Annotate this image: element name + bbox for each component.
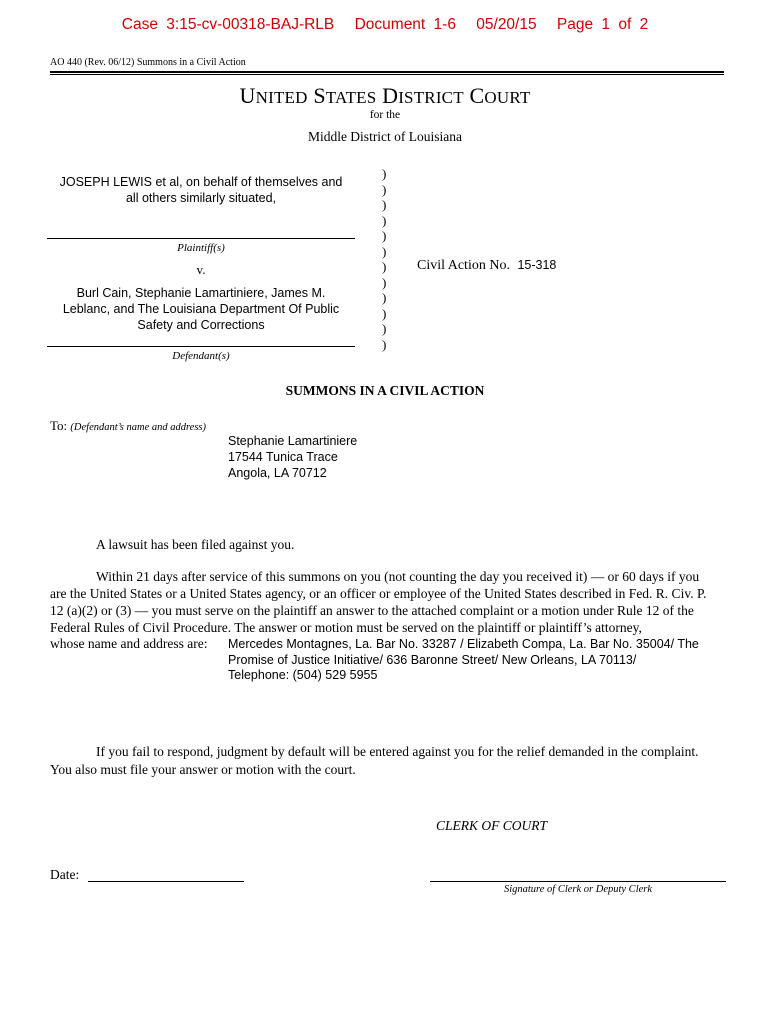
- address-street: 17544 Tunica Trace: [228, 450, 338, 464]
- document-number: Document 1-6: [354, 16, 456, 33]
- top-rule-thin: [50, 74, 724, 75]
- defendant-rule: [47, 346, 355, 347]
- to-label: To: (Defendant’s name and address): [50, 418, 207, 433]
- lawsuit-paragraph: A lawsuit has been filed against you.: [96, 537, 295, 552]
- page-indicator: Page 1 of 2: [556, 16, 649, 33]
- attorney-label: whose name and address are:: [50, 636, 208, 651]
- filed-date: 05/20/15: [476, 16, 537, 33]
- civil-action-number: [417, 258, 556, 274]
- clerk-of-court: CLERK OF COURT: [436, 818, 548, 833]
- default-paragraph: If you fail to respond, judgment by default will be entered against you for the relief demanded in the complaint. You also must file your answer or motion with the court.: [50, 744, 699, 777]
- court-title: UNITED STATES DISTRICT COURT: [239, 83, 531, 108]
- date-label: Date:: [50, 867, 80, 882]
- defendant-name: Burl Cain, Stephanie Lamartiniere, James M. Leblanc, and The Louisiana Department Of Public Safety and Corrections: [62, 286, 340, 332]
- civil-action-value: 15-318: [517, 258, 557, 272]
- plaintiff-label: Plaintiff(s): [177, 242, 225, 254]
- response-paragraph: Within 21 days after service of this summons on you (not counting the day you received it) — or 60 days if you are the United States or a United States agency, or an officer or employee of the United States described in Fed. R. Civ. P. 12 (a)(2) or (3) — you must serve on the plaintiff an answer to the attached complaint or a motion under Rule 12 of the Federal Rules of Civil Procedure. The answer or motion must be served on the plaintiff or plaintiff’s attorney,: [50, 569, 707, 635]
- address-name: Stephanie Lamartiniere: [228, 434, 358, 448]
- to-hint: (Defendant’s name and address): [70, 422, 207, 433]
- attorney-info: Mercedes Montagnes, La. Bar No. 33287 / Elizabeth Compa, La. Bar No. 35004/ The Promise of Justice Initiative/ 636 Baronne Street/ New Orleans, LA 70113/ Telephone: (504) 529 5955: [228, 637, 699, 682]
- plaintiff-rule: [47, 238, 355, 239]
- civil-action-label: Civil Action No.: [417, 258, 510, 273]
- form-identifier: AO 440 (Rev. 06/12) Summons in a Civil Action: [50, 57, 246, 68]
- top-rule: [50, 71, 724, 73]
- case-number: Case 3:15-cv-00318-BAJ-RLB: [121, 16, 335, 33]
- signature-label: Signature of Clerk or Deputy Clerk: [503, 884, 653, 895]
- for-the-text: for the: [369, 109, 401, 121]
- defendant-address: [228, 433, 357, 481]
- address-city: Angola, LA 70712: [228, 466, 327, 480]
- plaintiff-name: JOSEPH LEWIS et al, on behalf of themselves and all others similarly situated,: [59, 175, 343, 205]
- signature-line: [430, 881, 726, 882]
- caption-parentheses: ) ) ) ) ) ) ) ) ) ) ) ): [382, 166, 387, 352]
- versus-text: v.: [196, 262, 206, 277]
- district-name: Middle District of Louisiana: [307, 129, 463, 144]
- date-field-line: [88, 881, 244, 882]
- defendant-label: Defendant(s): [172, 350, 230, 362]
- summons-title: SUMMONS IN A CIVIL ACTION: [285, 383, 485, 398]
- case-header: [0, 16, 770, 34]
